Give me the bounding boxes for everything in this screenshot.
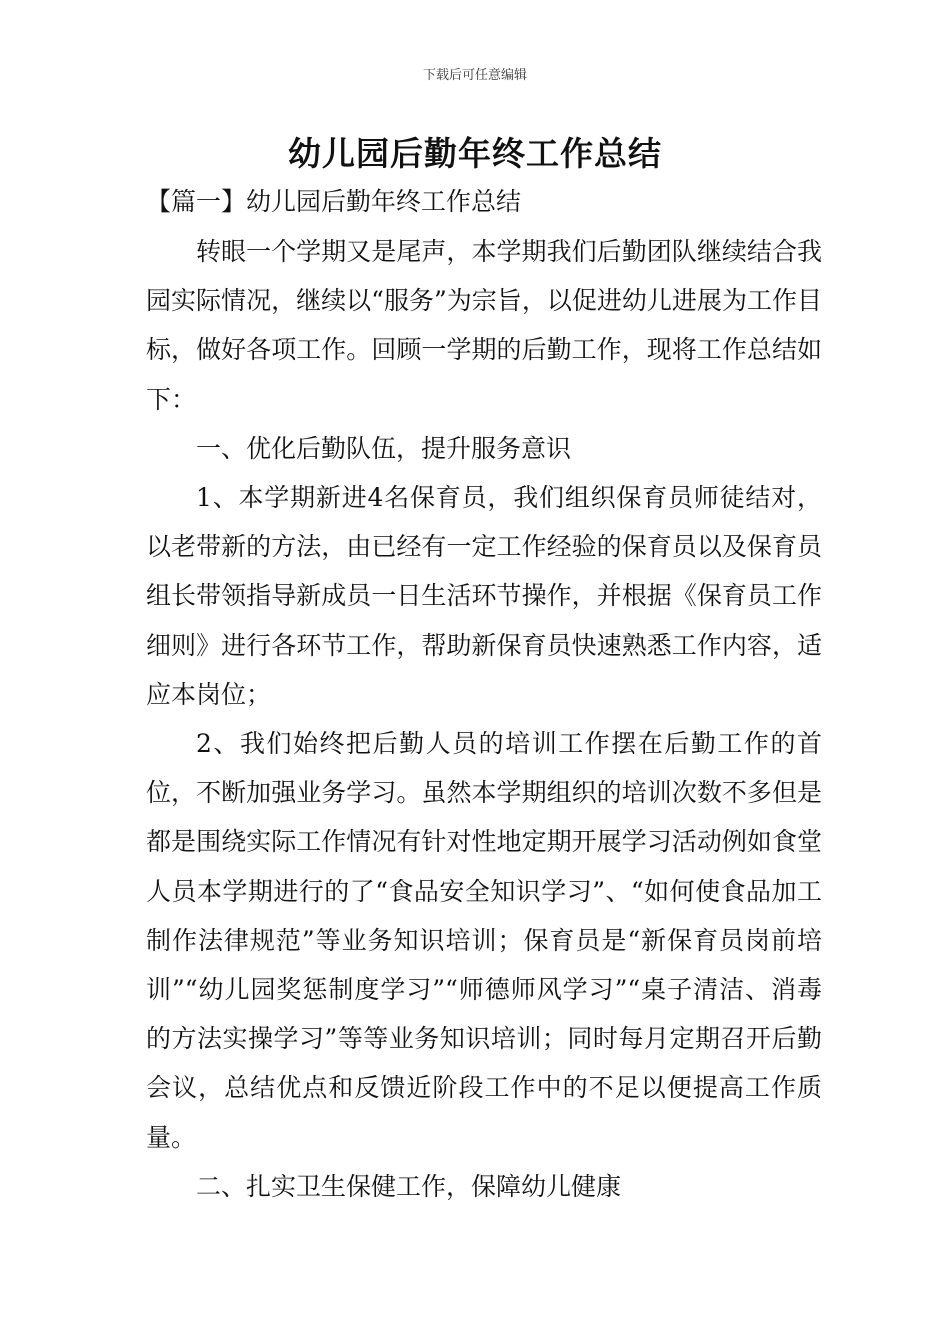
paragraph-heading-1: 一、优化后勤队伍，提升服务意识 — [196, 433, 572, 463]
paragraph-heading-2: 二、扎实卫生保健工作，保障幼儿健康 — [196, 1171, 622, 1201]
document-body — [146, 227, 822, 1211]
document-title: 幼儿园后勤年终工作总结 — [288, 134, 662, 173]
header-note: 下载后可任意编辑 — [422, 68, 527, 83]
paragraph-item-1: 1、本学期新进4名保育员，我们组织保育员师徒结对，以老带新的方法，由已经有一定工作经验的保育员以及保育员组长带领指导新成员一日生活环节操作，并根据《保育员工作细则》进行各环节工作，帮助新保育员快速熟悉工作内容，适应本岗位； — [146, 483, 822, 709]
paragraph-item-2: 2、我们始终把后勤人员的培训工作摆在后勤工作的首位，不断加强业务学习。虽然本学期组织的培训次数不多但是都是围绕实际工作情况有针对性地定期开展学习活动例如食堂人员本学期进行的了“食品安全知识学习”、“如何使食品加工制作法律规范”等业务知识培训；保育员是“新保育员岗前培训”“幼儿园奖惩制度学习”“师德师风学习”“桌子清洁、消毒的方法实操学习”等等业务知识培训；同时每月定期召开后勤会议，总结优点和反馈近阶段工作中的不足以便提高工作质量。 — [146, 729, 822, 1152]
paragraph-intro: 转眼一个学期又是尾声，本学期我们后勤团队继续结合我园实际情况，继续以“服务”为宗旨，以促进幼儿进展为工作目标，做好各项工作。回顾一学期的后勤工作，现将工作总结如下： — [146, 237, 822, 414]
section-heading: 【篇一】幼儿园后勤年终工作总结 — [146, 187, 522, 216]
